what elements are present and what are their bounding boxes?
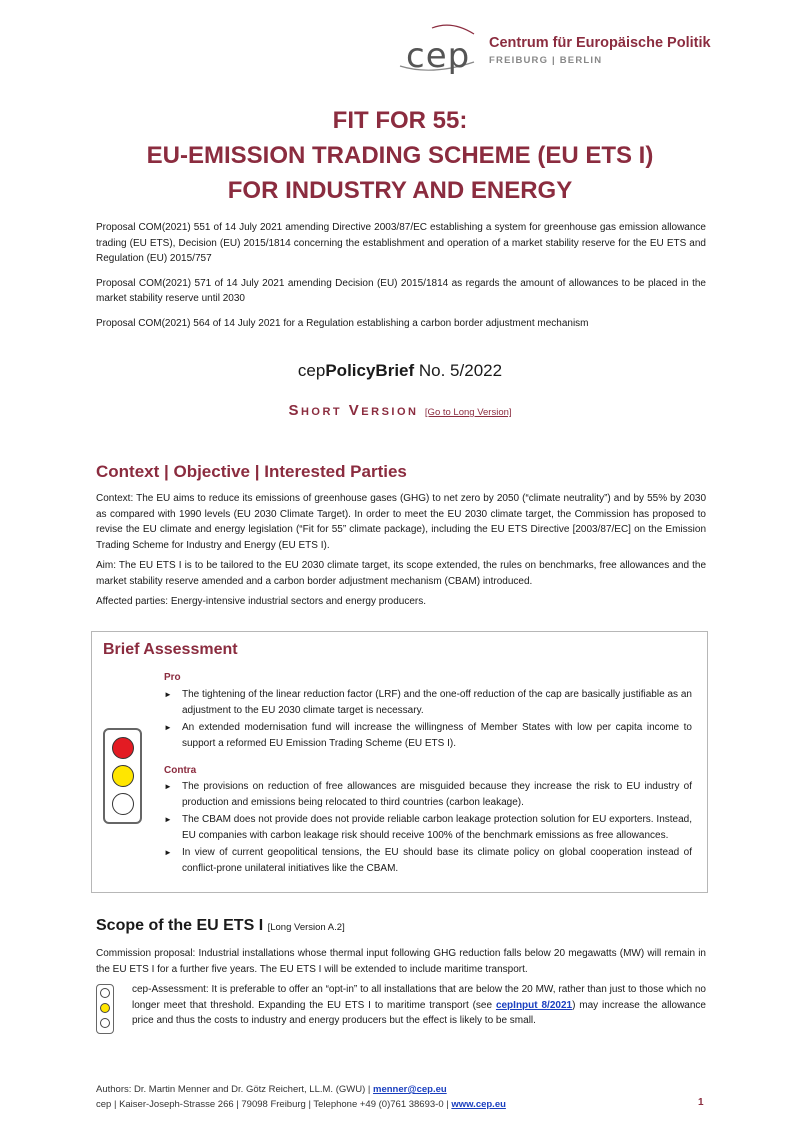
traffic-light-icon	[103, 728, 142, 824]
footer-authors: Authors: Dr. Martin Menner and Dr. Götz Reichert, LL.M. (GWU) | menner@cep.eu	[96, 1084, 447, 1095]
white-light	[112, 793, 134, 815]
bullet-arrow-icon: ►	[164, 782, 172, 791]
brief-prefix: cep	[297, 361, 326, 380]
affected-parties-paragraph: Affected parties: Energy-intensive industrial sectors and energy producers.	[96, 596, 426, 607]
yellow-light	[112, 765, 134, 787]
brief-assessment-heading: Brief Assessment	[103, 641, 238, 658]
bullet-arrow-icon: ►	[164, 815, 172, 824]
brief-assessment-box	[91, 631, 708, 893]
logo-name: Centrum für Europäische Politik	[489, 35, 711, 51]
pro-label: Pro	[164, 672, 181, 683]
small-traffic-light-icon	[96, 984, 114, 1034]
context-heading: Context | Objective | Interested Parties	[96, 462, 407, 481]
list-item: ► The tightening of the linear reduction factor (LRF) and the one-off reduction of the cap are basically justifiable as an adjustment to the EU 2030 climate target is necessary.	[164, 689, 692, 716]
title-line-3: FOR INDUSTRY AND ENERGY	[227, 177, 573, 204]
context-paragraph: Context: The EU aims to reduce its emissions of greenhouse gases (GHG) to net zero by 2050 (“climate neutrality”) and by 55% by 2030 as compared with 1990 levels (EU 2030 Climate Target). In order to meet the EU 2030 climate target, the Commission has proposed to revise the EU climate and energy legislation (“Fit for 55” climate package), including the EU ETS Directive [2003/87/EC] on the Emission Trading Scheme for Industry and Energy (EU ETS I).	[96, 493, 706, 551]
brief-bold: PolicyBrief	[325, 361, 415, 380]
cep-assessment-text: cep-Assessment: It is preferable to offer an “opt-in” to all installations that are below the 20 MW, rather than just to those which no longer meet that threshold. Expanding the EU ETS I to maritime transport (see cepInput 8/2021) may increase the allowance price and thus the costs to industry and energy producers but the effect is likely to be small.	[132, 984, 706, 1026]
bullet-arrow-icon: ►	[164, 690, 172, 699]
proposal-list	[96, 220, 706, 340]
red-light	[112, 737, 134, 759]
list-item: ► In view of current geopolitical tensions, the EU should base its climate policy on global cooperation instead of conflict-prone unilateral initiatives like the CBAM.	[164, 847, 692, 874]
bullet-arrow-icon: ►	[164, 848, 172, 857]
footer	[96, 1082, 706, 1112]
policy-brief-number	[0, 361, 800, 381]
scope-heading-text: Scope of the EU ETS I	[96, 917, 264, 934]
proposal-1: Proposal COM(2021) 551 of 14 July 2021 amending Directive 2003/87/EC establishing a system for greenhouse gas emission allowance trading (EU ETS), Decision (EU) 2015/1814 concerning the establishment and operation of a market stability reserve for the EU ETS and Regulation (EU) 2015/757	[96, 222, 706, 264]
off-light	[100, 1018, 110, 1028]
list-item: ► The provisions on reduction of free allowances are misguided because they increase the risk to EU industry of production and emissions being relocated to third countries (carbon leakage).	[164, 781, 692, 808]
title-line-1: FIT FOR 55:	[332, 107, 468, 134]
logo-mark: cep	[406, 36, 471, 76]
logo-cities: FREIBURG | BERLIN	[489, 55, 603, 66]
cep-logo	[392, 22, 722, 76]
aim-paragraph: Aim: The EU ETS I is to be tailored to the EU 2030 climate target, its scope extended, the rules on benchmarks, free allowances and the market stability reserve amended and a carbon border adjustment mechanism (CBAM) introduced.	[96, 560, 706, 587]
document-title	[0, 103, 800, 208]
page-number: 1	[698, 1097, 704, 1108]
short-version-banner	[0, 402, 800, 420]
cep-input-link[interactable]: cepInput 8/2021	[495, 999, 573, 1011]
scope-long-version-ref: [Long Version A.2]	[267, 922, 345, 933]
context-section	[96, 491, 706, 615]
scope-heading	[96, 917, 345, 935]
proposal-3: Proposal COM(2021) 564 of 14 July 2021 for a Regulation establishing a carbon border adjustment mechanism	[96, 317, 589, 329]
short-version-label: Short Version	[288, 402, 419, 419]
long-version-link[interactable]: [Go to Long Version]	[424, 407, 512, 418]
author-email-link[interactable]: menner@cep.eu	[373, 1084, 447, 1095]
website-link[interactable]: www.cep.eu	[451, 1099, 506, 1110]
brief-number: No. 5/2022	[414, 361, 503, 380]
contra-list	[164, 779, 692, 878]
commission-proposal-text: Commission proposal: Industrial installations whose thermal input following GHG reduction falls below 20 megawatts (MW) will remain in the EU ETS I for a further five years. The EU ETS I will be extended to include maritime transport.	[96, 948, 706, 975]
bullet-arrow-icon: ►	[164, 723, 172, 732]
title-line-2: EU-EMISSION TRADING SCHEME (EU ETS I)	[146, 142, 654, 169]
footer-address: cep | Kaiser-Joseph-Strasse 266 | 79098 Freiburg | Telephone +49 (0)761 38693-0 | www.cep.eu	[96, 1099, 506, 1110]
list-item: ► An extended modernisation fund will increase the willingness of Member States with low per capita income to support a reformed EU Emission Trading Scheme (EU ETS I).	[164, 722, 692, 749]
off-light	[100, 988, 110, 998]
pro-list	[164, 687, 692, 753]
contra-label: Contra	[164, 765, 197, 776]
proposal-2: Proposal COM(2021) 571 of 14 July 2021 amending Decision (EU) 2015/1814 as regards the amount of allowances to be placed in the market stability reserve until 2030	[96, 277, 706, 304]
list-item: ► The CBAM does not provide does not provide reliable carbon leakage protection solution for EU exporters. Instead, EU companies with carbon leakage risk should receive 100% of the benchmark emissions as free allowances.	[164, 814, 692, 841]
yellow-light	[100, 1003, 110, 1013]
